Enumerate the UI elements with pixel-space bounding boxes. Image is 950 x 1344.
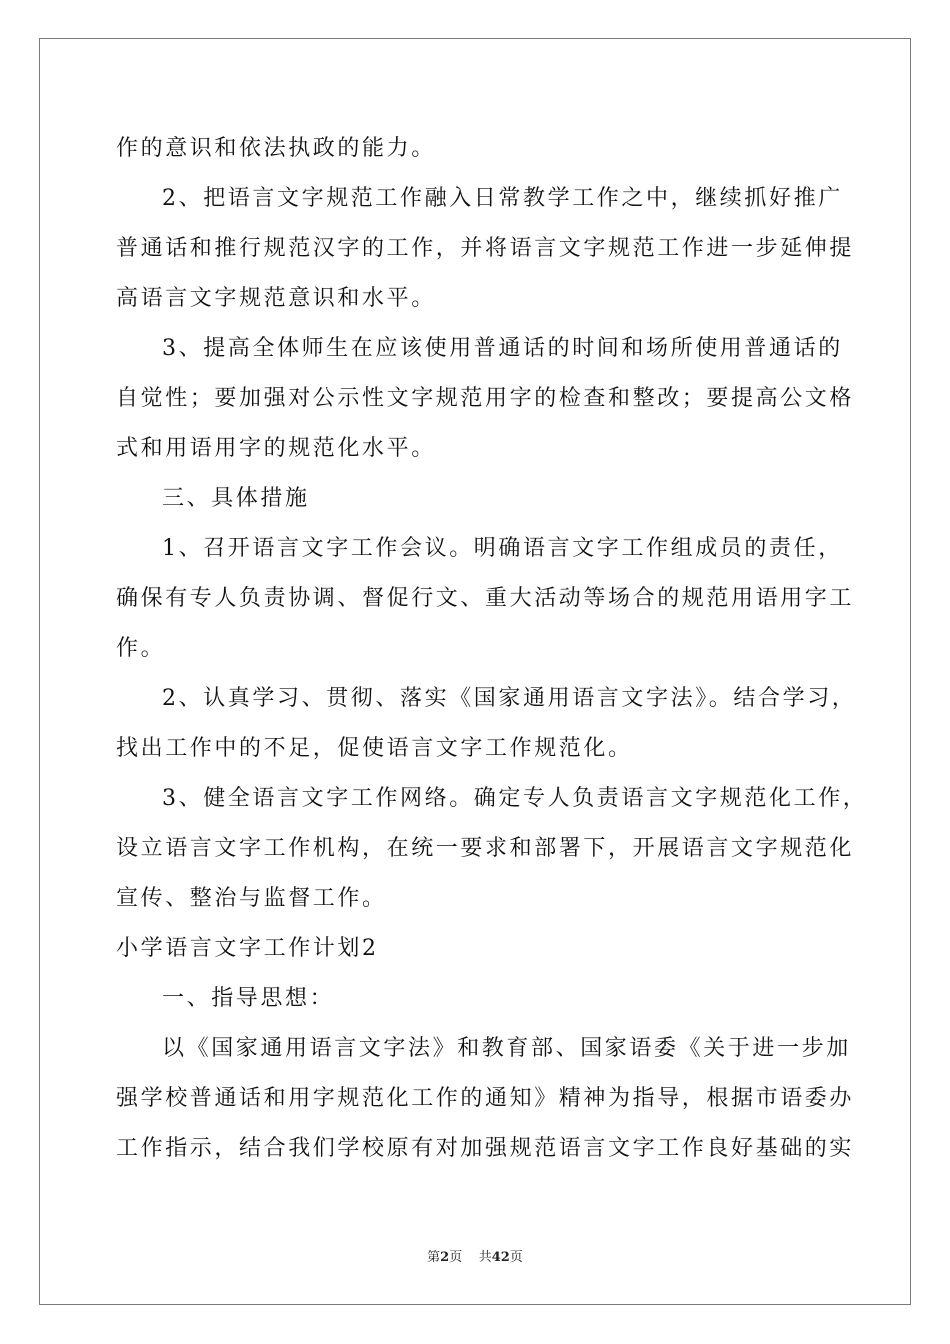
text-line: 工作指示，结合我们学校原有对加强规范语言文字工作良好基础的实 [116,1136,855,1161]
total-suffix: 页 [509,1250,523,1265]
text-line: 宣传、整治与监督工作。 [116,886,387,911]
section-heading: 三、具体措施 [162,486,310,511]
document-title: 小学语言文字工作计划2 [116,936,379,961]
text-line: 自觉性；要加强对公示性文字规范用字的检查和整改；要提高公文格 [116,386,855,411]
text-line: 确保有专人负责协调、督促行文、重大活动等场合的规范用语用字工 [116,586,855,611]
text-line: 3、提高全体师生在应该使用普通话的时间和场所使用普通话的 [162,336,843,361]
text-line: 3、健全语言文字工作网络。确定专人负责语言文字规范化工作， [162,786,868,811]
section-heading: 一、指导思想： [162,986,335,1011]
page-current: 2 [440,1250,450,1265]
page-footer [0,1246,950,1265]
text-line: 式和用语用字的规范化水平。 [116,436,436,461]
page-total: 42 [491,1250,510,1265]
text-line: 以《国家通用语言文字法》和教育部、国家语委《关于进一步加 [162,1036,851,1061]
total-prefix: 共 [478,1250,492,1265]
text-line: 2、认真学习、贯彻、落实《国家通用语言文字法》。结合学习， [162,686,857,711]
page-border [39,38,911,1305]
text-line: 找出工作中的不足，促使语言文字工作规范化。 [116,736,633,761]
page-prefix: 第 [427,1250,441,1265]
text-line: 作。 [116,636,166,661]
text-line: 高语言文字规范意识和水平。 [116,286,436,311]
text-line: 设立语言文字工作机构，在统一要求和部署下，开展语言文字规范化 [116,836,855,861]
text-line: 普通话和推行规范汉字的工作，并将语言文字规范工作进一步延伸提 [116,236,855,261]
page-suffix: 页 [449,1250,463,1265]
text-line: 作的意识和依法执政的能力。 [116,136,436,161]
text-line: 1、召开语言文字工作会议。明确语言文字工作组成员的责任， [162,536,843,561]
text-line: 2、把语言文字规范工作融入日常教学工作之中，继续抓好推广 [162,186,843,211]
text-line: 强学校普通话和用字规范化工作的通知》精神为指导，根据市语委办 [116,1086,855,1111]
